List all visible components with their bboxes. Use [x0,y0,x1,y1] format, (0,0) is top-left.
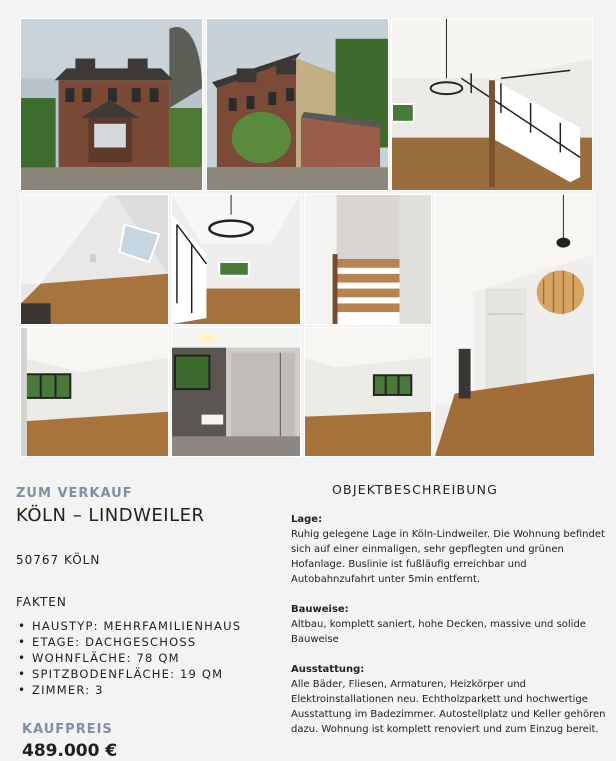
facts-heading: FAKTEN [16,595,67,609]
listing-title: KÖLN – LINDWEILER [16,505,205,526]
fact-item: • ETAGE: DACHGESCHOSS [16,634,241,650]
price-value: 489.000 € [22,741,118,761]
description-heading: OBJEKTBESCHREIBUNG [332,482,499,497]
photo-room-window-left[interactable] [20,327,169,457]
photo-attic-skylight[interactable] [20,194,169,325]
facts-list [16,618,241,698]
description-section-lage [291,512,609,587]
price-heading: KAUFPREIS [22,722,113,737]
photo-house-side[interactable] [206,18,389,191]
section-label: Lage: [291,514,323,525]
description-section-bauweise [291,602,609,647]
section-label: Bauweise: [291,604,349,615]
listing-status: ZUM VERKAUF [16,486,133,501]
fact-item: • SPITZBODENFLÄCHE: 19 QM [16,666,241,682]
photo-staircase[interactable] [391,18,593,191]
description-body [291,512,609,752]
section-text: Ruhig gelegene Lage in Köln-Lindweiler. Die Wohnung befindet sich auf einer einmaligen, sehr gepflegten und grünen Hofanlage. Buslinie ist fußläufig erreichbar und Autobahnzufahrt unter 5min entfernt. [291,529,605,585]
photo-room-pendant[interactable] [434,194,595,457]
description-section-ausstattung [291,662,609,737]
section-text: Altbau, komplett saniert, hohe Decken, massive und solide Bauweise [291,619,586,645]
fact-item: • ZIMMER: 3 [16,682,241,698]
section-text: Alle Bäder, Fliesen, Armaturen, Heizkörper und Elektroinstallationen neu. Echtholzparkett und hochwertige Ausstattung im Badezimmer. Autostellplatz und Keller gehören dazu. Wohnung ist komplett renoviert und zum Einzug bereit. [291,679,606,735]
fact-item: • HAUSTYP: MEHRFAMILIENHAUS [16,618,241,634]
photo-bathroom[interactable] [171,327,301,457]
fact-item: • WOHNFLÄCHE: 78 QM [16,650,241,666]
listing-location: 50767 KÖLN [16,553,101,567]
photo-narrow-stairs[interactable] [304,194,432,325]
section-label: Ausstattung: [291,664,365,675]
photo-attic-chandelier[interactable] [171,194,301,325]
photo-room-window-right[interactable] [304,327,432,457]
photo-house-front[interactable] [20,18,203,191]
